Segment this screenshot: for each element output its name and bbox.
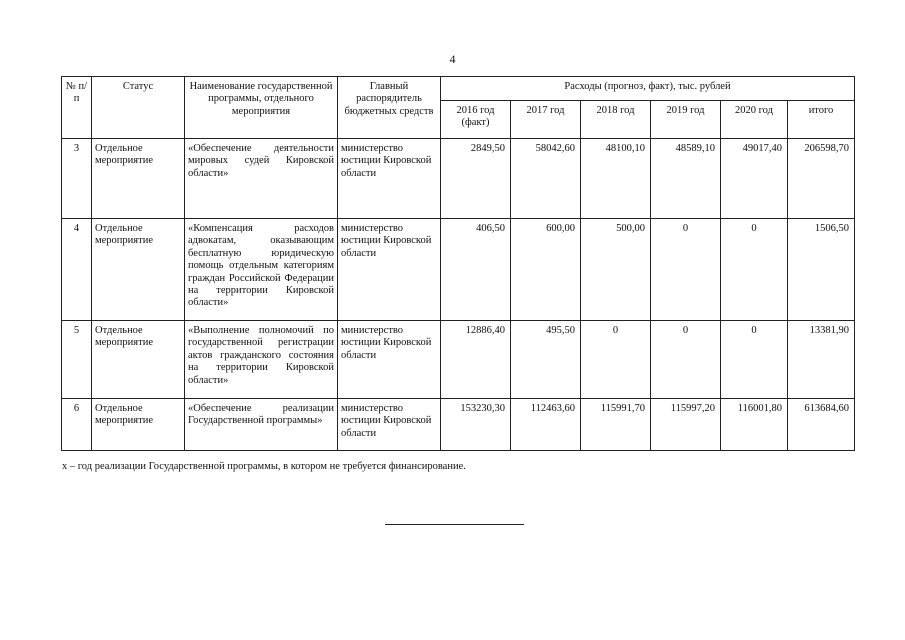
row-value-2016: 153230,30: [441, 399, 511, 451]
row-value-2017: 495,50: [511, 321, 581, 399]
row-value-2020: 0: [721, 321, 788, 399]
row-num: 6: [62, 399, 92, 451]
table-row: [62, 399, 855, 451]
row-value-2019: 0: [651, 321, 721, 399]
header-year-2016: 2016 год (факт): [441, 101, 511, 139]
row-value-2020: 49017,40: [721, 139, 788, 219]
header-row: [62, 77, 855, 101]
table-row: [62, 139, 855, 219]
row-value-2017: 600,00: [511, 219, 581, 321]
header-year-2017: 2017 год: [511, 101, 581, 139]
header-year-2019: 2019 год: [651, 101, 721, 139]
row-num: 4: [62, 219, 92, 321]
row-name: «Компенсация расходов адвокатам, оказывающим бесплатную юридическую помощь отдельным категориям граждан Российской Федерации на территории Кировской области»: [185, 219, 338, 321]
row-value-total: 206598,70: [788, 139, 855, 219]
header-name: Наименование государственной программы, отдельного мероприятия: [185, 77, 338, 139]
row-value-total: 1506,50: [788, 219, 855, 321]
row-value-2020: 0: [721, 219, 788, 321]
header-expenses: Расходы (прогноз, факт), тыс. рублей: [441, 77, 855, 101]
row-value-2018: 0: [581, 321, 651, 399]
row-manager: министерство юстиции Кировской области: [338, 399, 441, 451]
row-value-2017: 112463,60: [511, 399, 581, 451]
row-value-2019: 0: [651, 219, 721, 321]
row-value-total: 13381,90: [788, 321, 855, 399]
header-total: итого: [788, 101, 855, 139]
table-row: [62, 219, 855, 321]
row-value-2016: 12886,40: [441, 321, 511, 399]
row-status: Отдельное мероприятие: [92, 399, 185, 451]
row-value-2017: 58042,60: [511, 139, 581, 219]
row-manager: министерство юстиции Кировской области: [338, 219, 441, 321]
footnote: х – год реализации Государственной программы, в котором не требуется финансирование.: [62, 461, 466, 472]
row-value-2019: 48589,10: [651, 139, 721, 219]
row-num: 3: [62, 139, 92, 219]
row-status: Отдельное мероприятие: [92, 139, 185, 219]
row-value-2016: 406,50: [441, 219, 511, 321]
header-num: № п/п: [62, 77, 92, 139]
header-status: Статус: [92, 77, 185, 139]
closing-divider-line: [385, 524, 524, 525]
row-manager: министерство юстиции Кировской области: [338, 139, 441, 219]
row-value-total: 613684,60: [788, 399, 855, 451]
row-status: Отдельное мероприятие: [92, 321, 185, 399]
row-num: 5: [62, 321, 92, 399]
row-name: «Выполнение полномочий по государственной регистрации актов гражданского состояния на территории Кировской области»: [185, 321, 338, 399]
row-value-2016: 2849,50: [441, 139, 511, 219]
row-name: «Обеспечение деятельности мировых судей Кировской области»: [185, 139, 338, 219]
budget-table: [61, 76, 855, 451]
row-value-2018: 115991,70: [581, 399, 651, 451]
row-value-2020: 116001,80: [721, 399, 788, 451]
table-row: [62, 321, 855, 399]
header-year-2020: 2020 год: [721, 101, 788, 139]
header-year-2018: 2018 год: [581, 101, 651, 139]
row-value-2019: 115997,20: [651, 399, 721, 451]
row-manager: министерство юстиции Кировской области: [338, 321, 441, 399]
row-name: «Обеспечение реализации Государственной программы»: [185, 399, 338, 451]
row-status: Отдельное мероприятие: [92, 219, 185, 321]
page-number: 4: [449, 52, 456, 66]
row-value-2018: 500,00: [581, 219, 651, 321]
header-manager: Главный распорядитель бюджетных средств: [338, 77, 441, 139]
row-value-2018: 48100,10: [581, 139, 651, 219]
